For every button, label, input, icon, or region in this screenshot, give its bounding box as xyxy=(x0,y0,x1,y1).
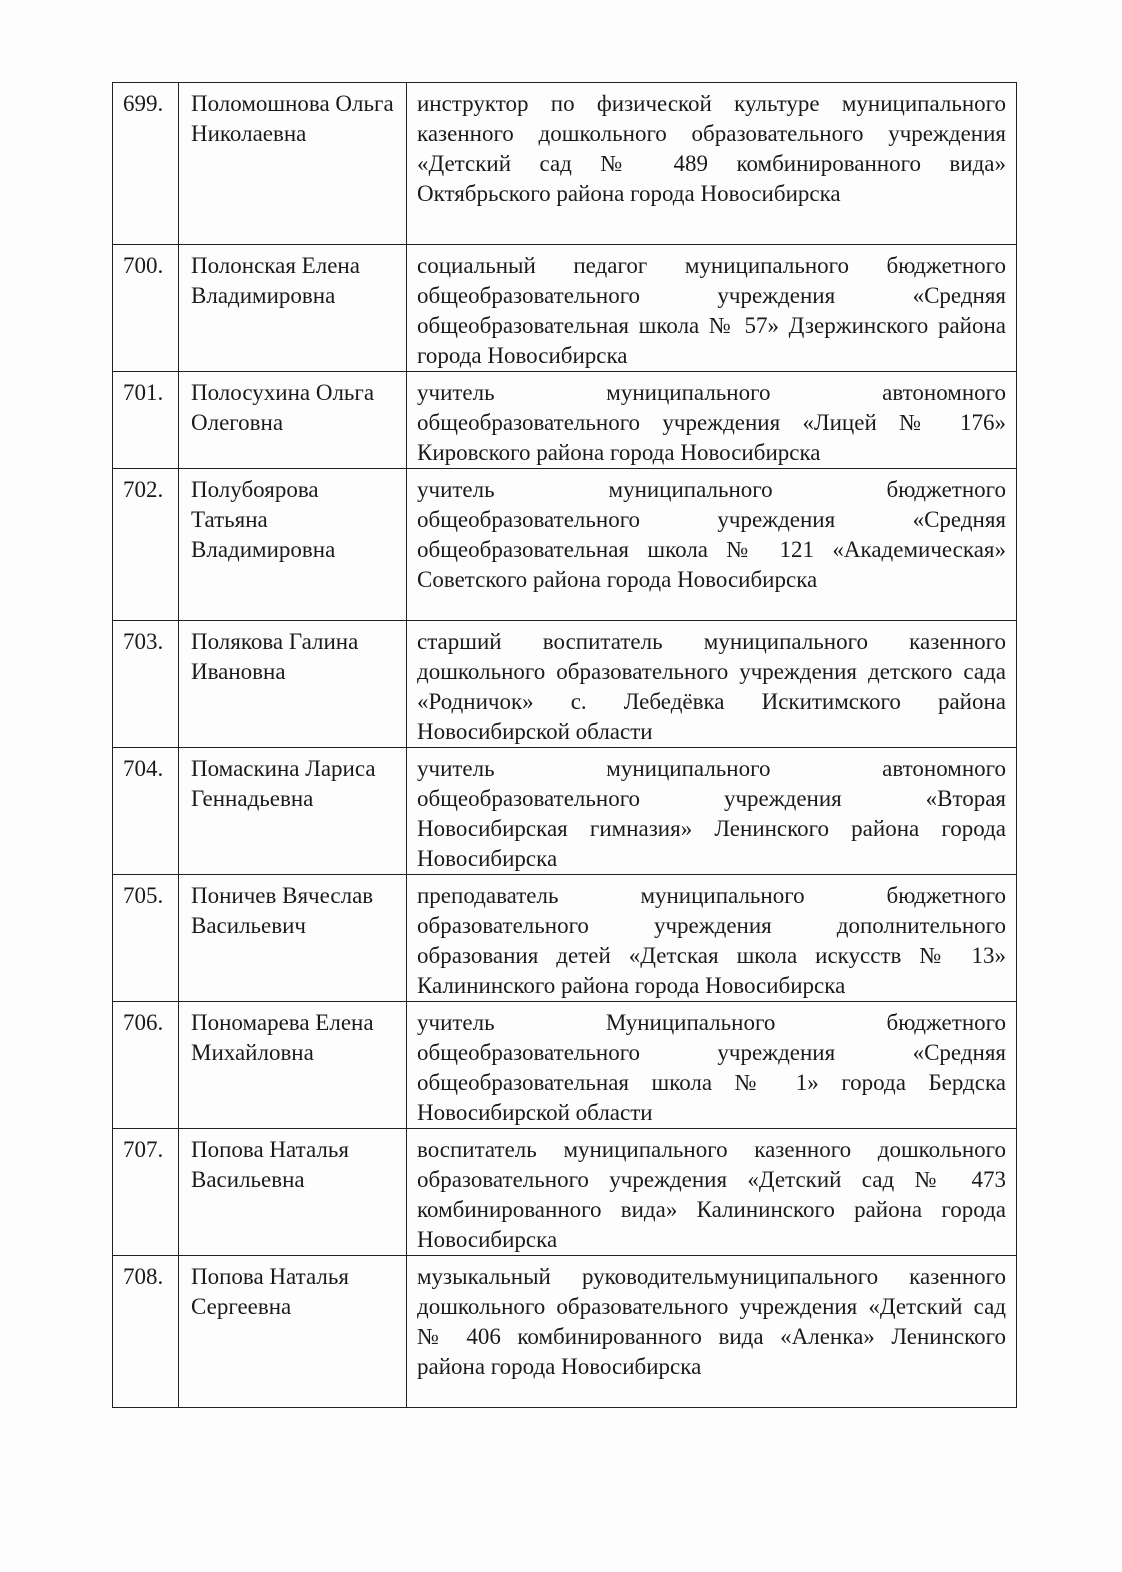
table-row xyxy=(113,1129,1017,1256)
person-name: Полосухина Ольга Олеговна xyxy=(179,372,407,469)
person-position: преподаватель муниципального бюджетного образовательного учреждения дополнительного образования детей «Детская школа искусств № 13» Калининского района города Новосибирска xyxy=(407,875,1017,1002)
row-number: 706. xyxy=(113,1002,179,1129)
table-row xyxy=(113,83,1017,245)
person-name: Помаскина Лариса Геннадьевна xyxy=(179,748,407,875)
person-name: Пономарева Елена Михайловна xyxy=(179,1002,407,1129)
table-row xyxy=(113,372,1017,469)
row-number: 701. xyxy=(113,372,179,469)
person-position: инструктор по физической культуре муниципального казенного дошкольного образовательного учреждения «Детский сад № 489 комбинированного вида» Октябрьского района города Новосибирска xyxy=(407,83,1017,245)
person-position: старший воспитатель муниципального казенного дошкольного образовательного учреждения детского сада «Родничок» с. Лебедёвка Искитимского района Новосибирской области xyxy=(407,621,1017,748)
table-row xyxy=(113,875,1017,1002)
person-position: музыкальный руководительмуниципального казенного дошкольного образовательного учреждения «Детский сад № 406 комбинированного вида «Аленка» Ленинского района города Новосибирска xyxy=(407,1256,1017,1408)
person-name: Полонская Елена Владимировна xyxy=(179,245,407,372)
row-number: 708. xyxy=(113,1256,179,1408)
registry-table xyxy=(112,82,1017,1408)
row-number: 704. xyxy=(113,748,179,875)
person-name: Полякова Галина Ивановна xyxy=(179,621,407,748)
table-row xyxy=(113,245,1017,372)
row-number: 703. xyxy=(113,621,179,748)
row-number: 700. xyxy=(113,245,179,372)
table-row xyxy=(113,1002,1017,1129)
person-position: учитель муниципального автономного общеобразовательного учреждения «Вторая Новосибирская гимназия» Ленинского района города Новосибирска xyxy=(407,748,1017,875)
table-row xyxy=(113,1256,1017,1408)
person-position: социальный педагог муниципального бюджетного общеобразовательного учреждения «Средняя общеобразовательная школа № 57» Дзержинского района города Новосибирска xyxy=(407,245,1017,372)
person-position: учитель муниципального бюджетного общеобразовательного учреждения «Средняя общеобразовательная школа № 121 «Академическая» Советского района города Новосибирска xyxy=(407,469,1017,621)
person-name: Полубоярова Татьяна Владимировна xyxy=(179,469,407,621)
table-row xyxy=(113,621,1017,748)
person-position: учитель Муниципального бюджетного общеобразовательного учреждения «Средняя общеобразовательная школа № 1» города Бердска Новосибирской области xyxy=(407,1002,1017,1129)
person-position: учитель муниципального автономного общеобразовательного учреждения «Лицей № 176» Кировского района города Новосибирска xyxy=(407,372,1017,469)
row-number: 707. xyxy=(113,1129,179,1256)
row-number: 702. xyxy=(113,469,179,621)
row-number: 705. xyxy=(113,875,179,1002)
person-name: Попова Наталья Сергеевна xyxy=(179,1256,407,1408)
table-row xyxy=(113,469,1017,621)
row-number: 699. xyxy=(113,83,179,245)
person-position: воспитатель муниципального казенного дошкольного образовательного учреждения «Детский сад № 473 комбинированного вида» Калининского района города Новосибирска xyxy=(407,1129,1017,1256)
person-name: Поломошнова Ольга Николаевна xyxy=(179,83,407,245)
person-name: Попова Наталья Васильевна xyxy=(179,1129,407,1256)
person-name: Поничев Вячеслав Васильевич xyxy=(179,875,407,1002)
table-row xyxy=(113,748,1017,875)
